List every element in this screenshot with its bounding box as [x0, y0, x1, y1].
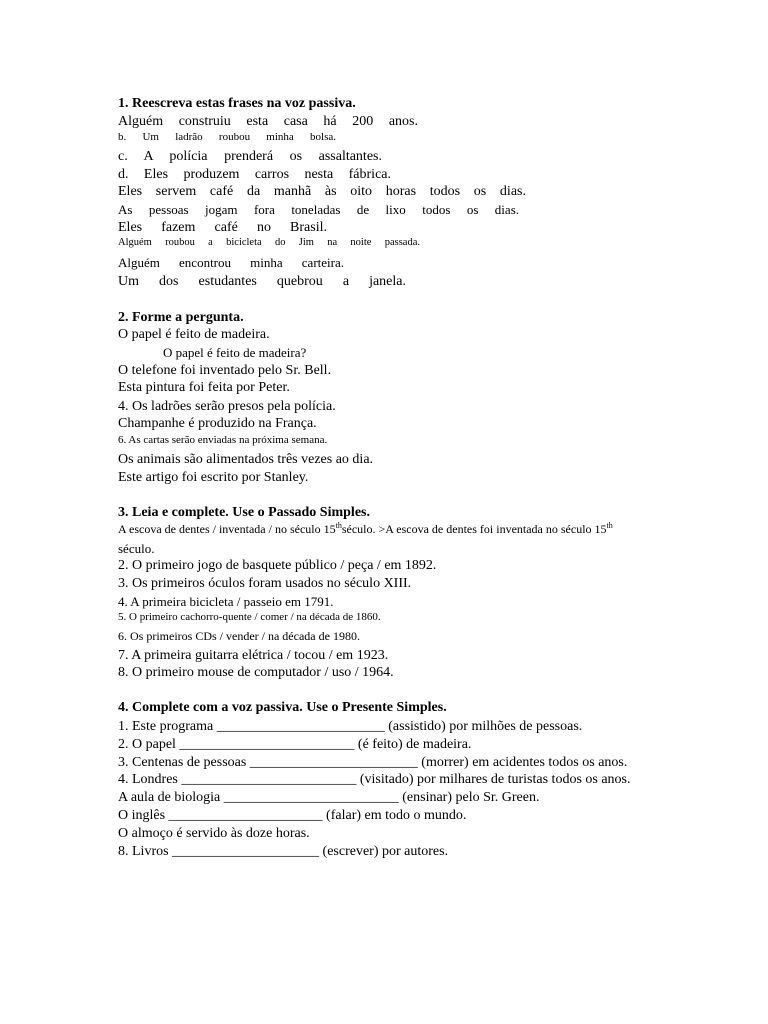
section-4-heading: 4. Complete com a voz passiva. Use o Presente Simples.: [118, 700, 447, 715]
s4-line-1: 1. Este programa ________________________ (assistido) por milhões de pessoas.: [118, 719, 583, 734]
s4-line-6: O inglês ______________________ (falar) em todo o mundo.: [118, 808, 467, 823]
section-2-heading: 2. Forme a pergunta.: [118, 310, 244, 325]
s4-line-3: 3. Centenas de pessoas ________________________ (morrer) em acidentes todos os anos.: [118, 755, 628, 770]
s3-line-1: [118, 523, 613, 535]
s4-line-8: 8. Livros _____________________ (escrever) por autores.: [118, 844, 449, 859]
s1-line-5: Eles servem café da manhã às oito horas todos os dias.: [118, 184, 526, 199]
s1-line-2: b. Um ladrão roubou minha bolsa.: [118, 131, 336, 143]
s2-line-6: Champanhe é produzido na França.: [118, 416, 317, 431]
s1-line-3: c. A polícia prenderá os assaltantes.: [118, 149, 382, 164]
s3-line-1-part-a: A escova de dentes / inventada / no século 15: [118, 522, 336, 536]
s2-line-1: O papel é feito de madeira.: [118, 327, 270, 342]
s3-sup-1: th: [335, 521, 342, 530]
s4-line-2: 2. O papel _________________________ (é feito) de madeira.: [118, 737, 472, 752]
s2-line-3: O telefone foi inventado pelo Sr. Bell.: [118, 363, 332, 378]
s3-sup-2: th: [606, 521, 613, 530]
s1-line-10: Um dos estudantes quebrou a janela.: [118, 274, 406, 289]
s2-line-7: 6. As cartas serão enviadas na próxima semana.: [118, 434, 328, 446]
s3-line-2: 2. O primeiro jogo de basquete público / peça / em 1892.: [118, 558, 437, 573]
s3-line-5: 5. O primeiro cachorro-quente / comer / na década de 1860.: [118, 611, 381, 623]
s4-line-7: O almoço é servido às doze horas.: [118, 826, 310, 841]
section-3-heading: 3. Leia e complete. Use o Passado Simples.: [118, 505, 370, 520]
s3-line-1-part-b: século. >A escova de dentes foi inventada no século 15: [341, 522, 607, 536]
s3-line-7: 7. A primeira guitarra elétrica / tocou / em 1923.: [118, 648, 389, 663]
s3-line-3: 3. Os primeiros óculos foram usados no século XIII.: [118, 576, 412, 591]
s2-line-2: O papel é feito de madeira?: [163, 345, 307, 360]
s4-line-5: A aula de biologia _________________________ (ensinar) pelo Sr. Green.: [118, 790, 540, 805]
s2-line-5: 4. Os ladrões serão presos pela polícia.: [118, 399, 336, 414]
s2-line-9: Este artigo foi escrito por Stanley.: [118, 470, 309, 485]
s3-line-1-end: século.: [118, 541, 155, 556]
s1-line-1: Alguém construiu esta casa há 200 anos.: [118, 114, 418, 129]
section-1-heading: 1. Reescreva estas frases na voz passiva.: [118, 96, 356, 111]
s1-line-6: As pessoas jogam fora toneladas de lixo todos os dias.: [118, 202, 519, 217]
s1-line-9: Alguém encontrou minha carteira.: [118, 255, 344, 270]
s1-line-4: d. Eles produzem carros nesta fábrica.: [118, 167, 391, 182]
s3-line-4: 4. A primeira bicicleta / passeio em 1791.: [118, 594, 334, 609]
s4-line-4: 4. Londres _________________________ (visitado) por milhares de turistas todos os anos.: [118, 772, 631, 787]
s1-line-8: Alguém roubou a bicicleta do Jim na noite passada.: [118, 237, 420, 248]
s2-line-4: Esta pintura foi feita por Peter.: [118, 380, 290, 395]
s2-line-8: Os animais são alimentados três vezes ao dia.: [118, 452, 374, 467]
s3-line-6: 6. Os primeiros CDs / vender / na década de 1980.: [118, 629, 360, 643]
s3-line-8: 8. O primeiro mouse de computador / uso / 1964.: [118, 665, 394, 680]
s1-line-7: Eles fazem café no Brasil.: [118, 220, 327, 235]
